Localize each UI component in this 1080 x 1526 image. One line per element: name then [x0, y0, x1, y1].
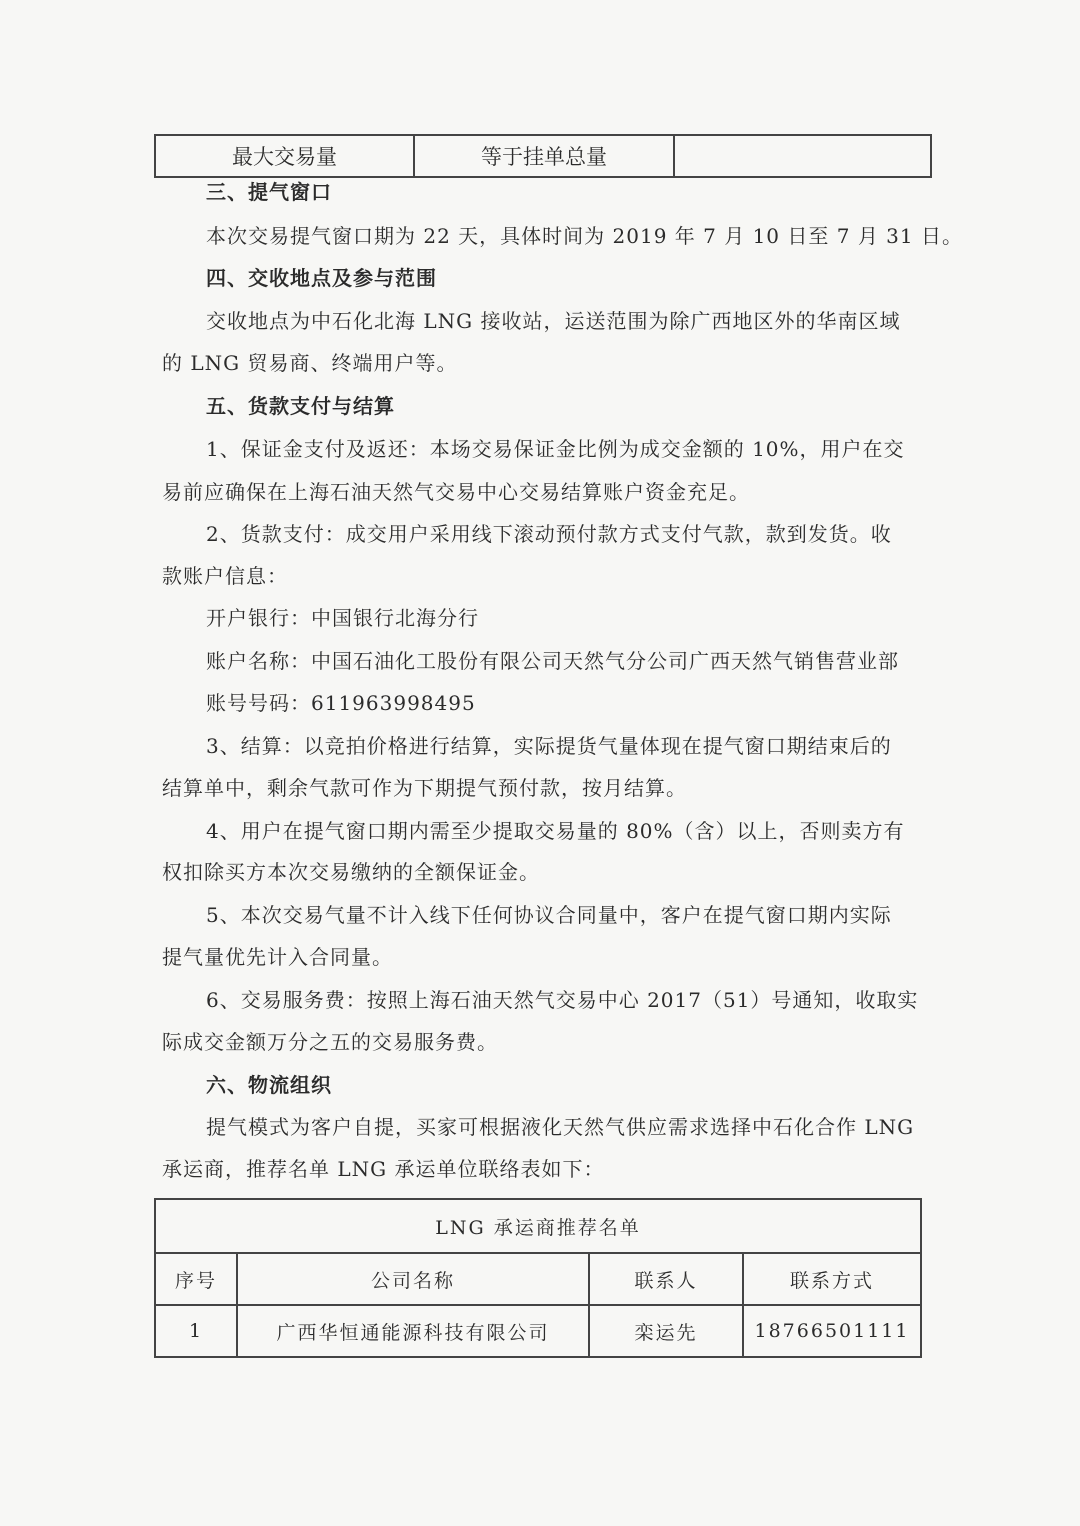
paragraph-line: 的 LNG 贸易商、终端用户等。	[162, 351, 458, 375]
paragraph-line: 交收地点为中石化北海 LNG 接收站，运送范围为除广西地区外的华南区域	[206, 309, 901, 333]
carrier-table	[154, 1198, 922, 1358]
paragraph-line: 易前应确保在上海石油天然气交易中心交易结算账户资金充足。	[162, 480, 750, 504]
table-caption-row	[155, 1199, 921, 1253]
paragraph-line: 2、货款支付：成交用户采用线下滚动预付款方式支付气款，款到发货。收	[206, 522, 892, 546]
paragraph-line: 提气模式为客户自提，买家可根据液化天然气供应需求选择中石化合作 LNG	[206, 1115, 915, 1139]
account-number: 账号号码：611963998495	[206, 691, 476, 715]
paragraph-line: 6、交易服务费：按照上海石油天然气交易中心 2017（51）号通知，收取实	[206, 988, 919, 1012]
column-header: 联系人	[589, 1253, 743, 1305]
table-cell: 最大交易量	[155, 135, 414, 177]
table-cell: 18766501111	[743, 1305, 921, 1357]
paragraph-line: 权扣除买方本次交易缴纳的全额保证金。	[162, 860, 540, 884]
trade-volume-table	[154, 134, 932, 178]
table-header-row	[155, 1253, 921, 1305]
paragraph-line: 款账户信息：	[162, 564, 288, 588]
paragraph-line: 1、保证金支付及返还：本场交易保证金比例为成交金额的 10%，用户在交	[206, 437, 905, 461]
column-header: 联系方式	[743, 1253, 921, 1305]
table-row	[155, 135, 931, 177]
section-title: 三、提气窗口	[206, 180, 332, 204]
account-name: 账户名称：中国石油化工股份有限公司天然气分公司广西天然气销售营业部	[206, 649, 899, 673]
table-row	[155, 1305, 921, 1357]
paragraph-line: 4、用户在提气窗口期内需至少提取交易量的 80%（含）以上，否则卖方有	[206, 819, 905, 843]
table-caption: LNG 承运商推荐名单	[155, 1199, 921, 1253]
column-header: 公司名称	[237, 1253, 589, 1305]
paragraph-line: 际成交金额万分之五的交易服务费。	[162, 1030, 498, 1054]
paragraph-line: 提气量优先计入合同量。	[162, 945, 393, 969]
table-cell: 等于挂单总量	[414, 135, 674, 177]
table-cell: 广西华恒通能源科技有限公司	[237, 1305, 589, 1357]
section-title: 六、物流组织	[206, 1073, 332, 1097]
section-title: 五、货款支付与结算	[206, 394, 395, 418]
paragraph: 本次交易提气窗口期为 22 天，具体时间为 2019 年 7 月 10 日至 7 月 31 日。	[206, 224, 963, 248]
column-header: 序号	[155, 1253, 237, 1305]
table-cell: 1	[155, 1305, 237, 1357]
table-cell	[674, 135, 931, 177]
paragraph-line: 结算单中，剩余气款可作为下期提气预付款，按月结算。	[162, 776, 687, 800]
paragraph-line: 5、本次交易气量不计入线下任何协议合同量中，客户在提气窗口期内实际	[206, 903, 892, 927]
paragraph-line: 3、结算：以竞拍价格进行结算，实际提货气量体现在提气窗口期结束后的	[206, 734, 892, 758]
bank-info: 开户银行：中国银行北海分行	[206, 606, 479, 630]
table-cell: 栾运先	[589, 1305, 743, 1357]
section-title: 四、交收地点及参与范围	[206, 266, 437, 290]
paragraph-line: 承运商，推荐名单 LNG 承运单位联络表如下：	[162, 1157, 605, 1181]
